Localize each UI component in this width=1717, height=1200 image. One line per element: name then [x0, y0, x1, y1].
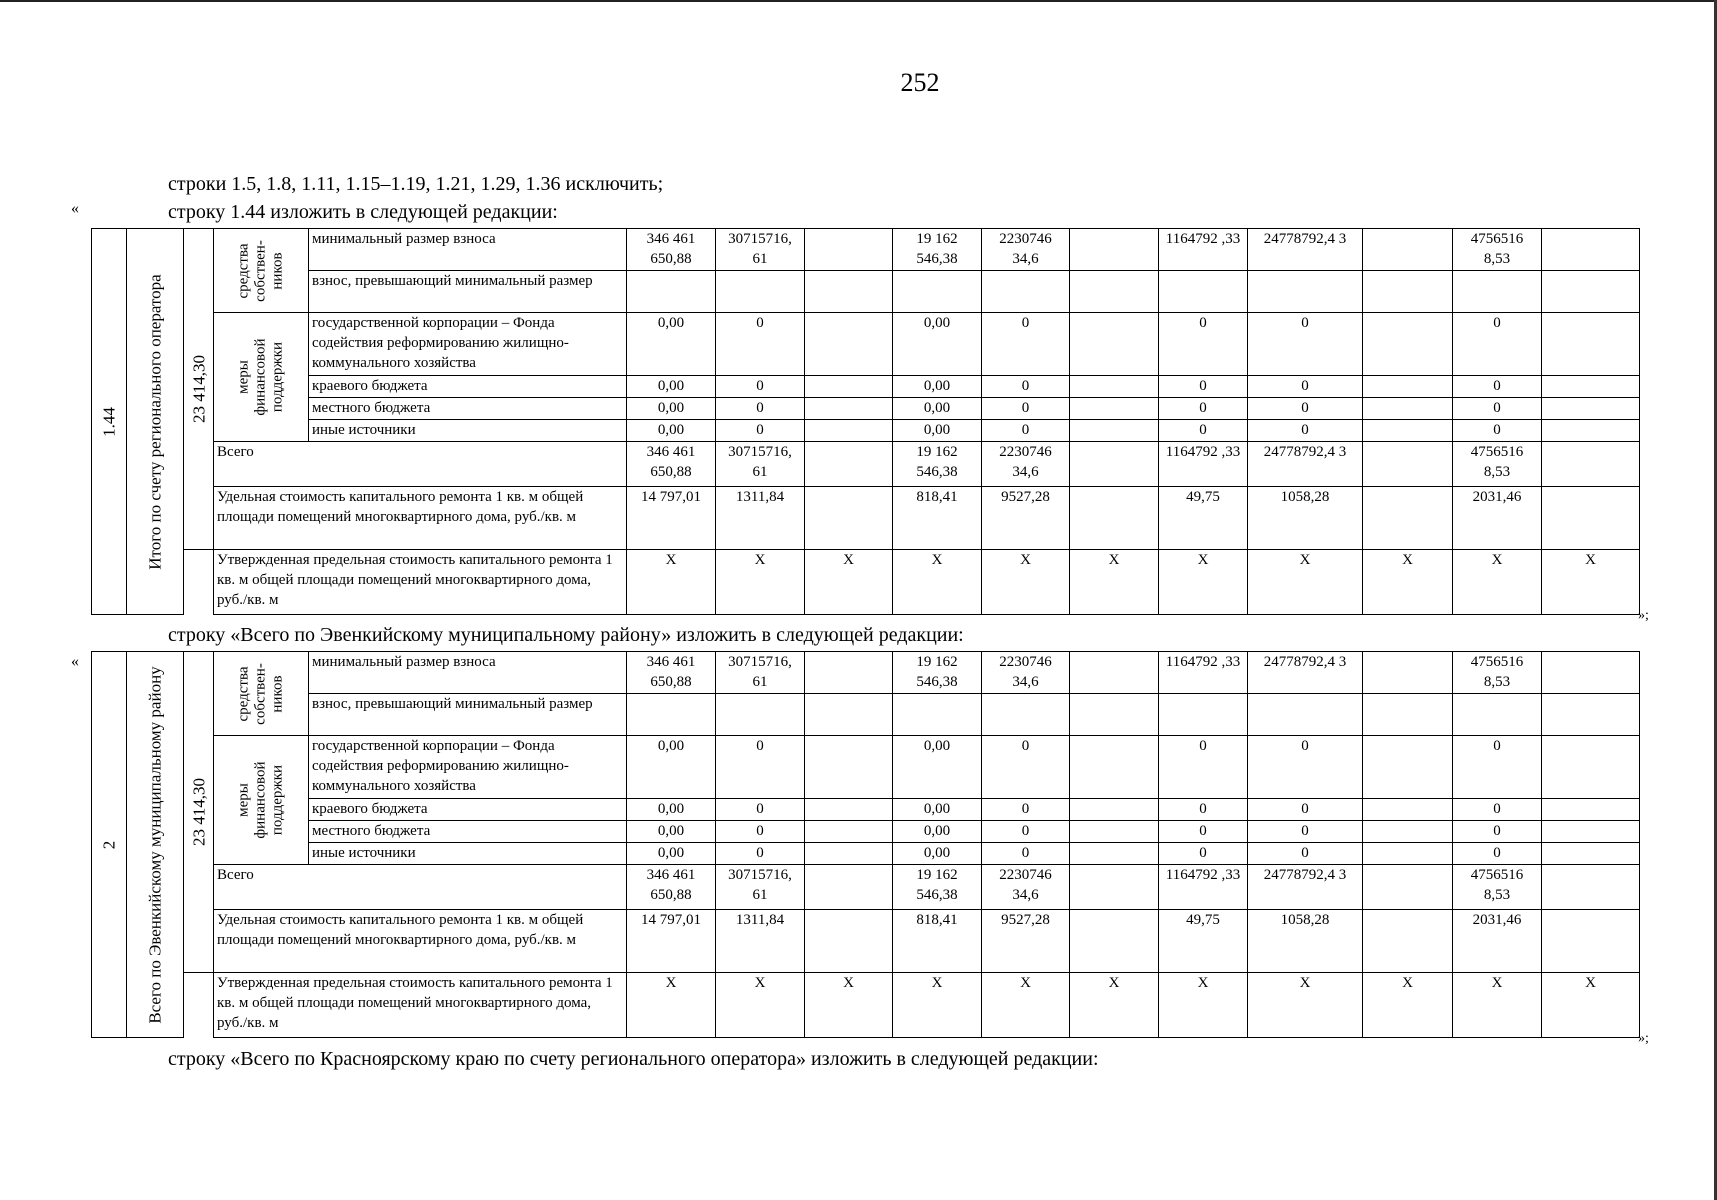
value-cell: 24778792,4 3: [1248, 652, 1363, 694]
value-cell: 0: [1453, 398, 1542, 420]
value-cell: [1070, 271, 1159, 313]
value-cell: 0: [1453, 821, 1542, 843]
value-cell: [1542, 694, 1640, 736]
value-cell: 4756516 8,53: [1453, 442, 1542, 487]
value-cell: X: [1248, 973, 1363, 1038]
row-fund: [92, 313, 1640, 376]
label-limit-cost: Утвержденная предельная стоимость капитального ремонта 1 кв. м общей площади помещений многоквартирного дома, руб./кв. м: [214, 973, 627, 1038]
value-cell: X: [627, 973, 716, 1038]
value-cell: X: [1363, 973, 1453, 1038]
row-regional: [92, 799, 1640, 821]
value-cell: 0: [716, 376, 805, 398]
value-cell: 0: [1248, 799, 1363, 821]
row-over-min: [92, 694, 1640, 736]
row-name-cell: [127, 229, 184, 615]
row-total: [92, 865, 1640, 910]
value-cell: 0,00: [627, 736, 716, 799]
row-number-cell: [92, 652, 127, 1038]
value-cell: [1363, 736, 1453, 799]
row-total: [92, 442, 1640, 487]
value-cell: 2031,46: [1453, 910, 1542, 973]
value-cell: 0: [1453, 313, 1542, 376]
group-support-line: финансовой: [252, 338, 269, 416]
value-cell: 1058,28: [1248, 487, 1363, 550]
value-cell: X: [627, 550, 716, 615]
value-cell: 9527,28: [982, 910, 1070, 973]
value-cell: 0: [1159, 398, 1248, 420]
value-cell: 4756516 8,53: [1453, 652, 1542, 694]
value-cell: X: [1159, 550, 1248, 615]
label-regional: краевого бюджета: [309, 799, 627, 821]
row-limit-cost: [92, 973, 1640, 1038]
area-spacer-cell: [184, 973, 214, 1038]
value-cell: [716, 694, 805, 736]
opening-quote-2: «: [71, 653, 79, 670]
value-cell: [1363, 843, 1453, 865]
value-cell: 19 162 546,38: [893, 229, 982, 271]
value-cell: X: [982, 550, 1070, 615]
value-cell: X: [893, 973, 982, 1038]
value-cell: 0,00: [893, 799, 982, 821]
value-cell: [1542, 442, 1640, 487]
group-own-funds-line: собствен-: [252, 662, 269, 725]
row-unit-cost: [92, 910, 1640, 973]
value-cell: 24778792,4 3: [1248, 229, 1363, 271]
value-cell: 2230746 34,6: [982, 865, 1070, 910]
row-regional: [92, 376, 1640, 398]
value-cell: [1363, 910, 1453, 973]
value-cell: [982, 271, 1070, 313]
value-cell: [1542, 736, 1640, 799]
scan-border-top: [0, 0, 1717, 2]
value-cell: 346 461 650,88: [627, 652, 716, 694]
value-cell: [1542, 843, 1640, 865]
group-own-funds-line: ников: [269, 251, 286, 290]
value-cell: [805, 398, 893, 420]
value-cell: 0: [1248, 821, 1363, 843]
label-fund: государственной корпорации – Фонда содействия реформированию жилищно-коммунального хозяйства: [309, 736, 627, 799]
value-cell: 0: [1159, 843, 1248, 865]
label-over-min: взнос, превышающий минимальный размер: [309, 271, 627, 313]
value-cell: [1070, 736, 1159, 799]
value-cell: 0,00: [627, 821, 716, 843]
value-cell: 2230746 34,6: [982, 652, 1070, 694]
intro-line-1: строки 1.5, 1.8, 1.11, 1.15–1.19, 1.21, 1.29, 1.36 исключить;: [168, 173, 664, 195]
group-support-line: финансовой: [252, 761, 269, 839]
value-cell: [805, 487, 893, 550]
value-cell: 0: [982, 821, 1070, 843]
value-cell: [1070, 843, 1159, 865]
value-cell: [1363, 271, 1453, 313]
value-cell: 346 461 650,88: [627, 229, 716, 271]
value-cell: [805, 821, 893, 843]
value-cell: 14 797,01: [627, 910, 716, 973]
value-cell: 9527,28: [982, 487, 1070, 550]
value-cell: X: [1070, 550, 1159, 615]
row-name: Всего по Эвенкийскому муниципальному району: [145, 665, 165, 1024]
value-cell: 1164792 ,33: [1159, 652, 1248, 694]
value-cell: 14 797,01: [627, 487, 716, 550]
group-own-funds-line: ников: [269, 674, 286, 713]
value-cell: [893, 271, 982, 313]
value-cell: [1542, 420, 1640, 442]
value-cell: [1070, 652, 1159, 694]
value-cell: [805, 652, 893, 694]
group-support: [214, 313, 309, 442]
label-other: иные источники: [309, 420, 627, 442]
row-other: [92, 843, 1640, 865]
value-cell: 0: [1159, 736, 1248, 799]
value-cell: 818,41: [893, 487, 982, 550]
value-cell: 0,00: [893, 420, 982, 442]
group-own-funds-line: средства: [235, 243, 252, 299]
value-cell: 19 162 546,38: [893, 652, 982, 694]
label-unit-cost: Удельная стоимость капитального ремонта 1 кв. м общей площади помещений многоквартирного дома, руб./кв. м: [214, 910, 627, 973]
label-regional: краевого бюджета: [309, 376, 627, 398]
value-cell: [1248, 271, 1363, 313]
value-cell: 1311,84: [716, 910, 805, 973]
value-cell: 0: [1159, 799, 1248, 821]
row-unit-cost: [92, 487, 1640, 550]
label-total: Всего: [214, 865, 627, 910]
value-cell: 0,00: [893, 736, 982, 799]
row-number: 2: [99, 840, 119, 849]
value-cell: 0: [1453, 843, 1542, 865]
value-cell: X: [716, 973, 805, 1038]
row-name-cell: [127, 652, 184, 1038]
area-value: 23 414,30: [189, 778, 208, 846]
value-cell: X: [1248, 550, 1363, 615]
label-local: местного бюджета: [309, 398, 627, 420]
area-cell: [184, 229, 214, 550]
closing-quote-1: »;: [1638, 608, 1649, 623]
group-own-funds: [214, 652, 309, 736]
value-cell: [1363, 865, 1453, 910]
row-over-min: [92, 271, 1640, 313]
value-cell: [805, 694, 893, 736]
value-cell: 0,00: [627, 398, 716, 420]
value-cell: 0: [1453, 799, 1542, 821]
label-other: иные источники: [309, 843, 627, 865]
value-cell: X: [982, 973, 1070, 1038]
value-cell: 0: [716, 313, 805, 376]
value-cell: [1542, 487, 1640, 550]
value-cell: [1453, 271, 1542, 313]
value-cell: [1363, 420, 1453, 442]
value-cell: [805, 376, 893, 398]
intro-line-4: строку «Всего по Красноярскому краю по счету регионального оператора» изложить в следующей редакции:: [168, 1048, 1099, 1070]
value-cell: 24778792,4 3: [1248, 442, 1363, 487]
group-own-funds: [214, 229, 309, 313]
value-cell: 2031,46: [1453, 487, 1542, 550]
value-cell: 0: [1248, 420, 1363, 442]
value-cell: 0: [1159, 376, 1248, 398]
value-cell: [1542, 865, 1640, 910]
value-cell: X: [1453, 550, 1542, 615]
value-cell: [1363, 821, 1453, 843]
value-cell: X: [1070, 973, 1159, 1038]
value-cell: 1164792 ,33: [1159, 865, 1248, 910]
page-number: 252: [900, 68, 940, 97]
value-cell: X: [716, 550, 805, 615]
value-cell: 1164792 ,33: [1159, 229, 1248, 271]
value-cell: [1363, 442, 1453, 487]
value-cell: [1542, 821, 1640, 843]
value-cell: [1542, 398, 1640, 420]
group-support-line: меры: [235, 783, 252, 817]
value-cell: 0: [982, 736, 1070, 799]
value-cell: 0: [982, 398, 1070, 420]
area-cell: [184, 652, 214, 973]
label-local: местного бюджета: [309, 821, 627, 843]
row-min-fee: [92, 652, 1640, 694]
value-cell: [1070, 376, 1159, 398]
label-fund: государственной корпорации – Фонда содействия реформированию жилищно-коммунального хозяйства: [309, 313, 627, 376]
value-cell: 49,75: [1159, 487, 1248, 550]
group-support-line: поддержки: [269, 341, 286, 413]
value-cell: X: [805, 550, 893, 615]
group-own-funds-line: средства: [235, 666, 252, 722]
value-cell: 0,00: [893, 843, 982, 865]
value-cell: 818,41: [893, 910, 982, 973]
row-local: [92, 398, 1640, 420]
value-cell: 49,75: [1159, 910, 1248, 973]
value-cell: X: [1542, 550, 1640, 615]
value-cell: 0: [1248, 736, 1363, 799]
value-cell: [627, 271, 716, 313]
value-cell: 0: [982, 843, 1070, 865]
value-cell: 2230746 34,6: [982, 442, 1070, 487]
value-cell: 0: [1248, 376, 1363, 398]
value-cell: 0: [1159, 420, 1248, 442]
value-cell: 0,00: [893, 821, 982, 843]
value-cell: [805, 865, 893, 910]
value-cell: 0: [1453, 376, 1542, 398]
value-cell: [1363, 229, 1453, 271]
value-cell: 346 461 650,88: [627, 865, 716, 910]
row-limit-cost: [92, 550, 1640, 615]
value-cell: 0,00: [627, 376, 716, 398]
label-min-fee: минимальный размер взноса: [309, 652, 627, 694]
value-cell: [1363, 376, 1453, 398]
value-cell: 0,00: [893, 313, 982, 376]
group-support: [214, 736, 309, 865]
value-cell: 0: [1453, 420, 1542, 442]
value-cell: 24778792,4 3: [1248, 865, 1363, 910]
value-cell: [1542, 313, 1640, 376]
row-local: [92, 821, 1640, 843]
label-limit-cost: Утвержденная предельная стоимость капитального ремонта 1 кв. м общей площади помещений многоквартирного дома, руб./кв. м: [214, 550, 627, 615]
value-cell: 1311,84: [716, 487, 805, 550]
value-cell: 0: [982, 313, 1070, 376]
value-cell: [1542, 910, 1640, 973]
value-cell: [1070, 229, 1159, 271]
label-min-fee: минимальный размер взноса: [309, 229, 627, 271]
value-cell: 0: [716, 736, 805, 799]
value-cell: [627, 694, 716, 736]
value-cell: [805, 910, 893, 973]
value-cell: 0: [1248, 313, 1363, 376]
value-cell: [1363, 487, 1453, 550]
row-number-cell: [92, 229, 127, 615]
value-cell: 346 461 650,88: [627, 442, 716, 487]
value-cell: [716, 271, 805, 313]
value-cell: [1070, 487, 1159, 550]
label-total: Всего: [214, 442, 627, 487]
value-cell: 0,00: [893, 376, 982, 398]
area-value: 23 414,30: [189, 355, 208, 423]
value-cell: [1070, 420, 1159, 442]
value-cell: 0: [716, 420, 805, 442]
value-cell: [805, 271, 893, 313]
value-cell: 30715716, 61: [716, 865, 805, 910]
value-cell: [1542, 652, 1640, 694]
area-spacer-cell: [184, 550, 214, 615]
value-cell: [1363, 313, 1453, 376]
value-cell: [1070, 694, 1159, 736]
table-block-2: [91, 651, 1640, 1038]
value-cell: 4756516 8,53: [1453, 229, 1542, 271]
row-number: 1.44: [99, 406, 119, 437]
group-support-line: меры: [235, 360, 252, 394]
value-cell: [982, 694, 1070, 736]
row-min-fee: [92, 229, 1640, 271]
group-own-funds-line: собствен-: [252, 239, 269, 302]
value-cell: [1070, 799, 1159, 821]
value-cell: 0,00: [893, 398, 982, 420]
row-name: Итого по счету регионального оператора: [145, 273, 165, 570]
value-cell: X: [893, 550, 982, 615]
value-cell: [1159, 694, 1248, 736]
value-cell: X: [805, 973, 893, 1038]
value-cell: 0: [982, 376, 1070, 398]
value-cell: [1363, 694, 1453, 736]
value-cell: [893, 694, 982, 736]
value-cell: 1058,28: [1248, 910, 1363, 973]
value-cell: 19 162 546,38: [893, 442, 982, 487]
value-cell: 0: [716, 821, 805, 843]
value-cell: 30715716, 61: [716, 442, 805, 487]
value-cell: [1363, 398, 1453, 420]
value-cell: [1070, 910, 1159, 973]
value-cell: [1542, 799, 1640, 821]
value-cell: X: [1453, 973, 1542, 1038]
value-cell: 0: [1159, 821, 1248, 843]
value-cell: [1453, 694, 1542, 736]
value-cell: 30715716, 61: [716, 229, 805, 271]
value-cell: X: [1542, 973, 1640, 1038]
value-cell: 0: [1248, 843, 1363, 865]
value-cell: 0: [982, 799, 1070, 821]
value-cell: 0: [1159, 313, 1248, 376]
value-cell: 1164792 ,33: [1159, 442, 1248, 487]
value-cell: 0: [716, 799, 805, 821]
value-cell: [1159, 271, 1248, 313]
value-cell: [1363, 799, 1453, 821]
value-cell: 0,00: [627, 420, 716, 442]
value-cell: 0,00: [627, 843, 716, 865]
value-cell: [1070, 398, 1159, 420]
value-cell: [805, 843, 893, 865]
value-cell: [805, 229, 893, 271]
value-cell: [1542, 376, 1640, 398]
value-cell: 30715716, 61: [716, 652, 805, 694]
label-over-min: взнос, превышающий минимальный размер: [309, 694, 627, 736]
value-cell: 4756516 8,53: [1453, 865, 1542, 910]
value-cell: [805, 313, 893, 376]
value-cell: [1070, 821, 1159, 843]
value-cell: X: [1363, 550, 1453, 615]
intro-line-2: строку 1.44 изложить в следующей редакции:: [168, 201, 558, 223]
value-cell: X: [1159, 973, 1248, 1038]
value-cell: [1070, 442, 1159, 487]
value-cell: 0: [716, 843, 805, 865]
value-cell: [1542, 271, 1640, 313]
row-fund: [92, 736, 1640, 799]
value-cell: 2230746 34,6: [982, 229, 1070, 271]
value-cell: 0,00: [627, 799, 716, 821]
intro-line-3: строку «Всего по Эвенкийскому муниципальному району» изложить в следующей редакции:: [168, 624, 964, 646]
value-cell: 0,00: [627, 313, 716, 376]
value-cell: [1363, 652, 1453, 694]
value-cell: 0: [982, 420, 1070, 442]
value-cell: 0: [716, 398, 805, 420]
table-block-1: [91, 228, 1640, 615]
value-cell: [1542, 229, 1640, 271]
value-cell: [1070, 865, 1159, 910]
value-cell: 0: [1248, 398, 1363, 420]
value-cell: [1070, 313, 1159, 376]
label-unit-cost: Удельная стоимость капитального ремонта 1 кв. м общей площади помещений многоквартирного дома, руб./кв. м: [214, 487, 627, 550]
value-cell: [805, 736, 893, 799]
value-cell: 19 162 546,38: [893, 865, 982, 910]
closing-quote-2: »;: [1638, 1031, 1649, 1046]
opening-quote-1: «: [71, 200, 79, 217]
value-cell: [805, 442, 893, 487]
value-cell: 0: [1453, 736, 1542, 799]
group-support-line: поддержки: [269, 764, 286, 836]
value-cell: [805, 799, 893, 821]
value-cell: [1248, 694, 1363, 736]
row-other: [92, 420, 1640, 442]
value-cell: [805, 420, 893, 442]
